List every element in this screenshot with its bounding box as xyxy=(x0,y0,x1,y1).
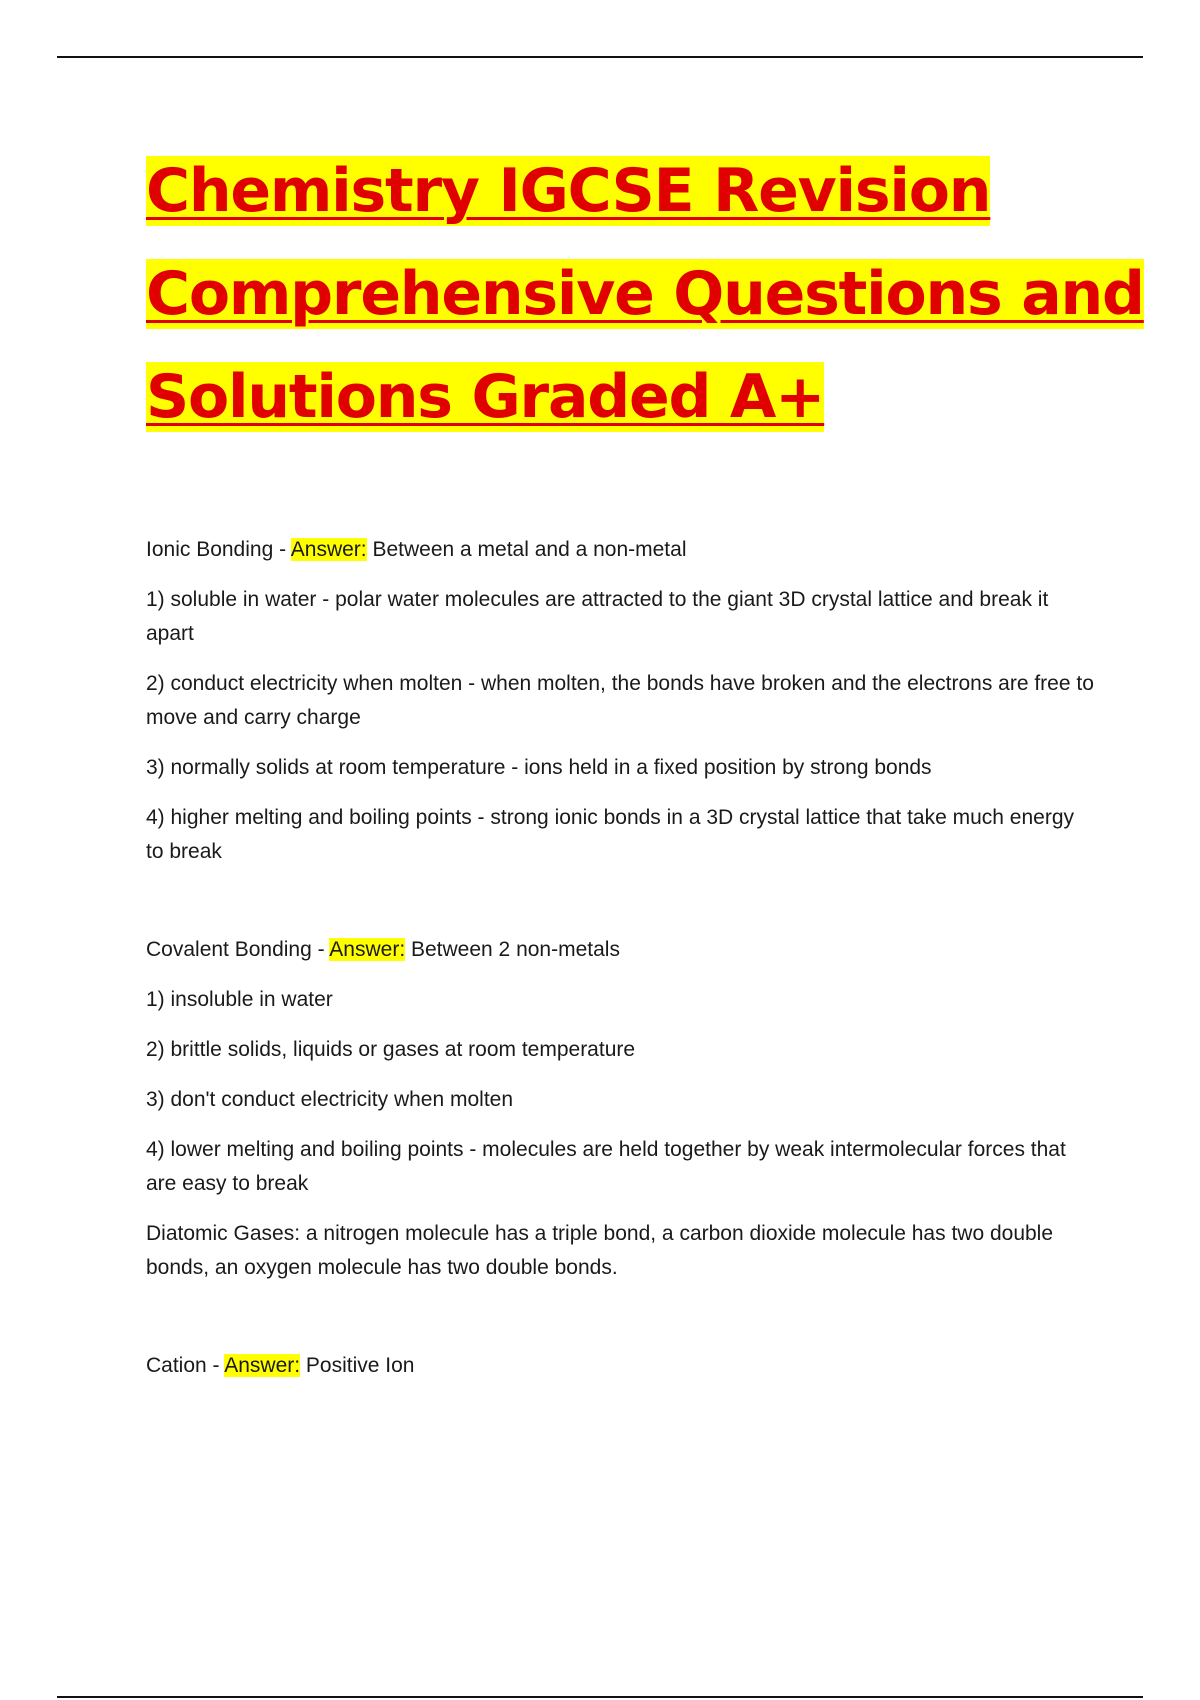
question-term: Covalent Bonding - xyxy=(146,938,330,961)
title-line: Solutions Graded A+ xyxy=(146,362,825,432)
answer-text: Between a metal and a non-metal xyxy=(366,538,687,561)
answer-text: Between 2 non-metals xyxy=(405,938,620,961)
document-title xyxy=(146,140,1144,449)
answer-label: Answer: xyxy=(224,1354,301,1377)
point-item: 4) lower melting and boiling points - molecules are held together by weak intermolecular forces that are easy to break xyxy=(146,1138,1066,1195)
answer-label: Answer: xyxy=(329,938,406,961)
point-item: 1) soluble in water - polar water molecules are attracted to the giant 3D crystal lattice and break it apart xyxy=(146,588,1049,645)
point-item: 2) conduct electricity when molten - when molten, the bonds have broken and the electrons are free to move and carry charge xyxy=(146,672,1094,729)
document-body xyxy=(146,140,1144,1399)
point-item: 4) higher melting and boiling points - strong ionic bonds in a 3D crystal lattice that take much energy to break xyxy=(146,806,1074,863)
point-item: Diatomic Gases: a nitrogen molecule has a triple bond, a carbon dioxide molecule has two double bonds, an oxygen molecule has two double bonds. xyxy=(146,1222,1054,1279)
question-line xyxy=(146,933,1096,967)
bottom-rule xyxy=(57,1696,1143,1698)
question-term: Cation - xyxy=(146,1354,225,1377)
title-line: Chemistry IGCSE Revision xyxy=(146,156,991,226)
section-ionic-bonding xyxy=(146,533,1096,869)
point-item: 2) brittle solids, liquids or gases at room temperature xyxy=(146,1038,636,1061)
top-rule xyxy=(57,56,1143,58)
title-line: Comprehensive Questions and xyxy=(146,259,1144,329)
answer-label: Answer: xyxy=(290,538,367,561)
answer-text: Positive Ion xyxy=(300,1354,415,1377)
section-cation xyxy=(146,1349,1096,1383)
question-term: Ionic Bonding - xyxy=(146,538,291,561)
point-item: 3) normally solids at room temperature - ions held in a fixed position by strong bonds xyxy=(146,756,932,779)
section-covalent-bonding xyxy=(146,933,1096,1285)
question-line xyxy=(146,533,1096,567)
point-item: 3) don't conduct electricity when molten xyxy=(146,1088,514,1111)
point-item: 1) insoluble in water xyxy=(146,988,333,1011)
question-line xyxy=(146,1349,1096,1383)
